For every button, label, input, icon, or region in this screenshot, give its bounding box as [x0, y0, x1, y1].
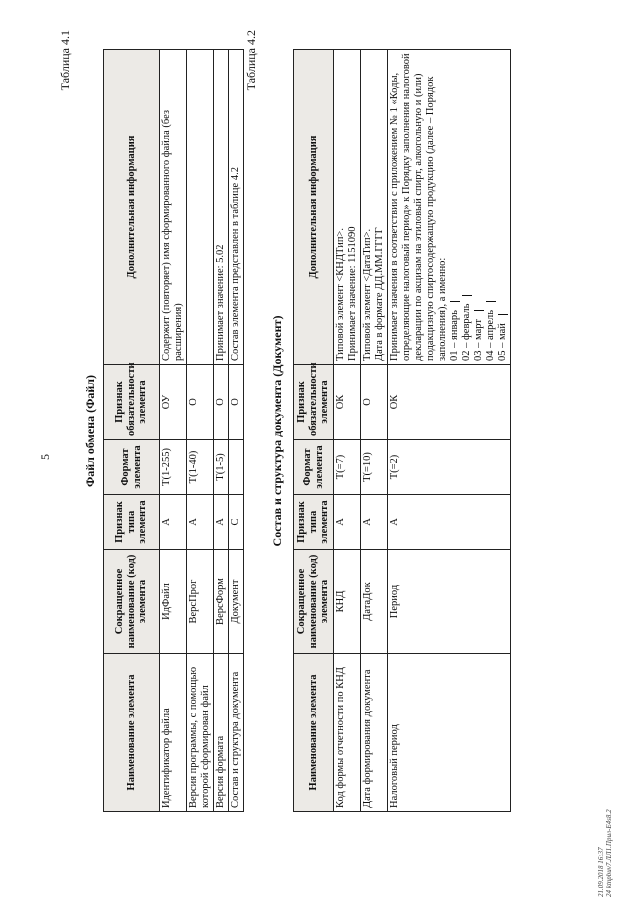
header-cell: Сокращенное наименование (код) элемента	[104, 550, 160, 654]
cell	[388, 50, 511, 365]
table-4-2-caption: Состав и структура документа (Документ)	[270, 315, 284, 547]
cell: А	[361, 495, 388, 550]
cell	[187, 50, 214, 365]
cell: Дата формирования документа	[361, 654, 388, 812]
cell	[361, 50, 388, 365]
cell: А	[388, 495, 511, 550]
info-line: Типовой элемент <КНДТип>.	[335, 228, 346, 361]
table-row	[214, 50, 229, 812]
code-item: 05 – май	[497, 53, 509, 361]
cell: ВерсФорм	[214, 550, 229, 654]
cell: Т(=7)	[334, 440, 361, 495]
header-cell: Признак обязательности элемента	[104, 365, 160, 440]
header-cell: Формат элемента	[294, 440, 334, 495]
cell: КНД	[334, 550, 361, 654]
cell: ДатаДок	[361, 550, 388, 654]
cell: А	[214, 495, 229, 550]
cell: Версия программы, с помощью которой сформирован файл	[187, 654, 214, 812]
table-4-1-caption: Файл обмена (Файл)	[83, 374, 97, 488]
info-line: Дата в формате ДД.ММ.ГГГГ	[374, 227, 385, 361]
table-4-2	[293, 49, 511, 812]
footnote-line: 21.09.2018 16:37	[597, 847, 605, 897]
info-line: Типовой элемент <ДатаТип>.	[362, 228, 373, 361]
cell: Код формы отчетности по КНД	[334, 654, 361, 812]
cell: Т(1-5)	[214, 440, 229, 495]
cell: Т(1-255)	[160, 440, 187, 495]
cell: А	[334, 495, 361, 550]
table-row	[187, 50, 214, 812]
code-item: 02 – февраль	[461, 53, 473, 361]
cell: Документ	[229, 550, 244, 654]
header-cell: Наименование элемента	[294, 654, 334, 812]
header-cell: Признак типа элемента	[294, 495, 334, 550]
cell: ИдФайл	[160, 550, 187, 654]
cell: Версия формата	[214, 654, 229, 812]
cell: ОУ	[160, 365, 187, 440]
header-cell: Сокращенное наименование (код) элемента	[294, 550, 334, 654]
info-line: Принимает значение: 1151090	[347, 226, 358, 361]
cell: О	[187, 365, 214, 440]
table-row	[388, 50, 511, 812]
footnote-line: 24 ktnpbuv7.ЛЛ1.Прил-Е4s8.2	[605, 809, 613, 897]
table-row	[334, 50, 361, 812]
header-cell: Признак обязательности элемента	[294, 365, 334, 440]
table-row	[160, 50, 187, 812]
cell: Т(=2)	[388, 440, 511, 495]
cell: О	[229, 365, 244, 440]
cell	[229, 440, 244, 495]
header-cell: Дополнительная информация	[294, 50, 334, 365]
code-item: 04 – апрель	[485, 53, 497, 361]
cell: А	[187, 495, 214, 550]
cell: О	[214, 365, 229, 440]
table-4-1	[103, 49, 244, 812]
cell: Состав элемента представлен в таблице 4.2	[229, 50, 244, 365]
table-4-1-label: Таблица 4.1	[58, 30, 72, 91]
table-row	[361, 50, 388, 812]
cell: Принимает значение: 5.02	[214, 50, 229, 365]
cell: Т(1-40)	[187, 440, 214, 495]
cell: ОК	[388, 365, 511, 440]
footnote	[597, 809, 613, 897]
cell: О	[361, 365, 388, 440]
code-item: 03 – март	[473, 53, 485, 361]
header-cell: Дополнительная информация	[104, 50, 160, 365]
cell	[334, 50, 361, 365]
table-header-row	[104, 50, 160, 812]
cell: С	[229, 495, 244, 550]
cell: Т(=10)	[361, 440, 388, 495]
cell: Состав и структура документа	[229, 654, 244, 812]
table-4-2-label: Таблица 4.2	[244, 30, 258, 91]
header-cell: Признак типа элемента	[104, 495, 160, 550]
cell: Налоговый период	[388, 654, 511, 812]
table-header-row	[294, 50, 334, 812]
page-number: 5	[38, 454, 52, 460]
table-row	[229, 50, 244, 812]
cell: Содержит (повторяет) имя сформированного файла (без расширения)	[160, 50, 187, 365]
info-line: Принимает значения в соответствии с приложением № 1 «Коды, определяющие налоговый период» к Порядку заполнения налоговой декларации по акцизам на этиловый спирт, алкогольную и (или) подакцизную спиртосодержащую продукцию (далее – Порядок заполнения), а именно:	[389, 53, 448, 361]
code-item: 01 – январь	[449, 53, 461, 361]
cell: Период	[388, 550, 511, 654]
header-cell: Наименование элемента	[104, 654, 160, 812]
cell: А	[160, 495, 187, 550]
header-cell: Формат элемента	[104, 440, 160, 495]
cell: ВерсПрог	[187, 550, 214, 654]
cell: Идентификатор файла	[160, 654, 187, 812]
cell: ОК	[334, 365, 361, 440]
